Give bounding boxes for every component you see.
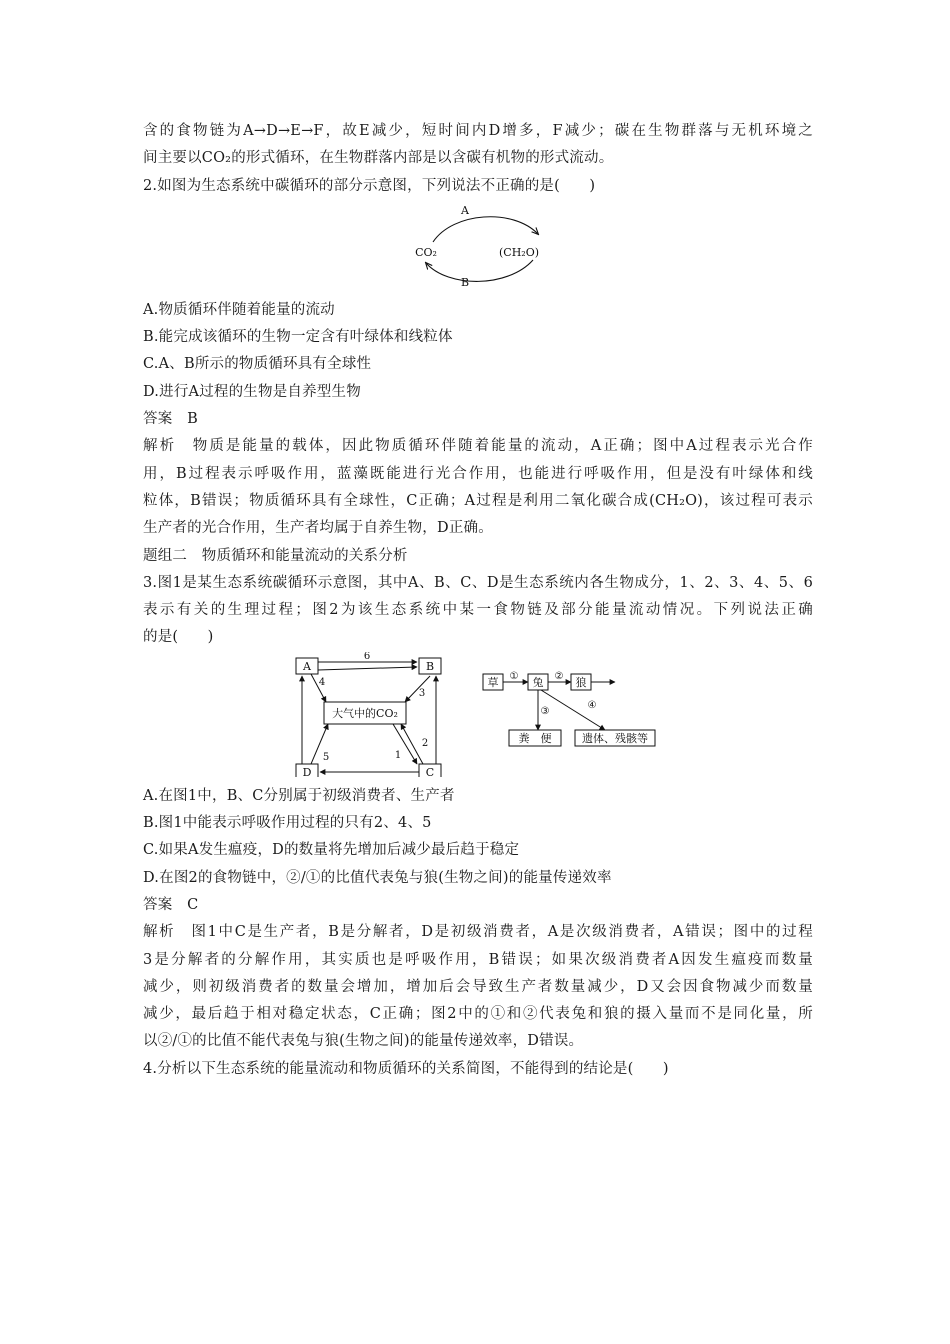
svg-text:草: 草	[487, 675, 499, 689]
svg-text:④: ④	[587, 699, 597, 711]
q2-explanation-line: 用，B过程表示呼吸作用，蓝藻既能进行光合作用，也能进行呼吸作用，但是没有叶绿体和线	[143, 465, 813, 482]
q2-option-b: B.能完成该循环的生物一定含有叶绿体和线粒体	[143, 329, 453, 346]
figure-2	[483, 671, 655, 746]
arrow-b	[426, 260, 533, 281]
arrow-3	[405, 676, 430, 702]
arrow-2	[401, 724, 423, 764]
q3-stem-line: 3.图1是某生态系统碳循环示意图，其中A、B、C、D是生态系统内各生物成分，1、2、3、4、5、6	[143, 574, 813, 591]
q2-explanation-line: 解析 物质是能量的载体，因此物质循环伴随着能量的流动，A正确；图中A过程表示光合作	[143, 438, 813, 455]
document-page	[143, 118, 813, 1083]
label-a: A	[461, 203, 469, 217]
arrow-a-to-b	[318, 667, 417, 670]
q2-option-c: C.A、B所示的物质循环具有全球性	[143, 356, 372, 373]
q2-answer: 答案 B	[143, 411, 198, 428]
q3-stem-line: 表示有关的生理过程；图2为该生态系统中某一食物链及部分能量流动情况。下列说法正确	[143, 602, 813, 619]
figure-1	[296, 652, 441, 777]
q2-explanation-line: 粒体，B错误；物质循环具有全球性，C正确；A过程是利用二氧化碳合成(CH₂O)，该过程可表示	[143, 492, 813, 509]
svg-text:①: ①	[509, 670, 519, 682]
intro-line-2: 间主要以CO₂的形式循环，在生物群落内部是以含碳有机物的形式流动。	[143, 150, 614, 167]
q3-option-a: A.在图1中，B、C分别属于初级消费者、生产者	[143, 787, 455, 804]
svg-text:6: 6	[363, 651, 371, 662]
svg-text:遗体、残骸等: 遗体、残骸等	[582, 731, 648, 745]
svg-text:D: D	[302, 765, 312, 777]
q3-answer: 答案 C	[143, 896, 199, 913]
label-co2: CO₂	[415, 245, 437, 259]
svg-text:②: ②	[554, 670, 564, 682]
q3-option-c: C.如果A发生瘟疫，D的数量将先增加后减少最后趋于稳定	[143, 842, 520, 859]
svg-text:C: C	[425, 765, 435, 777]
q3-explanation-line: 减少，最后趋于相对稳定状态，C正确；图2中的①和②代表兔和狼的摄入量而不是同化量，所	[143, 1006, 813, 1023]
svg-text:4: 4	[318, 676, 326, 688]
svg-text:大气中的CO₂: 大气中的CO₂	[332, 706, 398, 720]
q2-option-d: D.进行A过程的生物是自养型生物	[143, 383, 361, 400]
group-2-title: 题组二 物质循环和能量流动的关系分析	[143, 547, 408, 564]
svg-text:1: 1	[394, 749, 402, 761]
q3-explanation-line: 3是分解者的分解作用，其实质也是呼吸作用，B错误；如果次级消费者A因发生瘟疫而数量	[143, 951, 813, 968]
carbon-cycle-figure	[143, 200, 813, 288]
label-ch2o: (CH₂O)	[498, 245, 540, 259]
svg-text:B: B	[425, 659, 435, 673]
q2-explanation-line: 生产者的光合作用，生产者均属于自养生物，D正确。	[143, 520, 493, 537]
label-b: B	[460, 275, 470, 288]
svg-text:A: A	[303, 659, 311, 673]
q3-explanation-line: 以②/①的比值不能代表兔与狼(生物之间)的能量传递效率，D错误。	[143, 1033, 584, 1050]
question-4-stem: 4.分析以下生态系统的能量流动和物质循环的关系简图，不能得到的结论是( )	[143, 1060, 669, 1077]
q3-explanation-line: 解析 图1中C是生产者，B是分解者，D是初级消费者，A是次级消费者，A错误；图中的过程	[143, 924, 813, 941]
intro-line-1: 含的食物链为A→D→E→F，故E减少，短时间内D增多，F减少；碳在生物群落与无机环境之	[143, 123, 813, 139]
question-2-stem: 2.如图为生态系统中碳循环的部分示意图，下列说法不正确的是( )	[143, 177, 596, 194]
q3-option-b: B.图1中能表示呼吸作用过程的只有2、4、5	[143, 815, 432, 832]
svg-text:③: ③	[540, 705, 550, 717]
question-3-figures	[143, 652, 813, 777]
svg-text:兔: 兔	[532, 675, 544, 689]
svg-text:3: 3	[418, 687, 426, 699]
svg-text:狼: 狼	[575, 675, 587, 689]
q3-explanation-line: 减少，则初级消费者的数量会增加，增加后会导致生产者数量减少，D又会因食物减少而数量	[143, 978, 813, 995]
arrow-a	[433, 217, 538, 242]
svg-text:2: 2	[421, 737, 429, 749]
q2-option-a: A.物质循环伴随着能量的流动	[143, 301, 335, 318]
q3-option-d: D.在图2的食物链中，②/①的比值代表兔与狼(生物之间)的能量传递效率	[143, 869, 612, 886]
svg-text:5: 5	[322, 751, 330, 763]
svg-text:粪 便: 粪 便	[518, 731, 552, 745]
q3-stem-line: 的是( )	[143, 629, 214, 646]
